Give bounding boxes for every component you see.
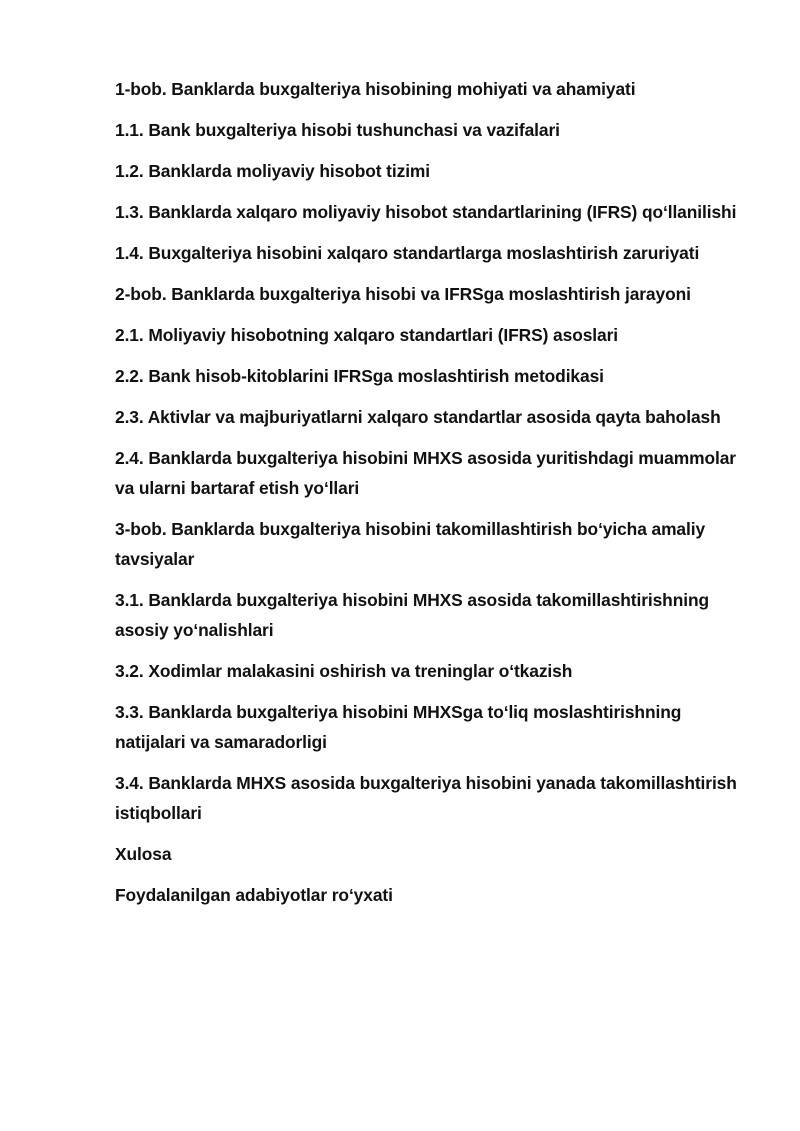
section-2-4: 2.4. Banklarda buxgalteriya hisobini MHXS asosida yuritishdagi muammolar va ularni bartaraf etish yoʻllari: [115, 448, 736, 498]
section-1-4: 1.4. Buxgalteriya hisobini xalqaro standartlarga moslashtirish zaruriyati: [115, 243, 700, 263]
chapter-3-heading: 3-bob. Banklarda buxgalteriya hisobini takomillashtirish boʻyicha amaliy tavsiyalar: [115, 519, 706, 569]
section-3-1: 3.1. Banklarda buxgalteriya hisobini MHXS asosida takomillashtirishning asosiy yoʻnalishlari: [115, 590, 710, 640]
section-3-4: 3.4. Banklarda MHXS asosida buxgalteriya hisobini yanada takomillashtirish istiqbollari: [115, 773, 737, 823]
section-1-1: 1.1. Bank buxgalteriya hisobi tushunchasi va vazifalari: [115, 120, 560, 140]
section-1-2: 1.2. Banklarda moliyaviy hisobot tizimi: [115, 161, 431, 181]
chapter-2-heading: 2-bob. Banklarda buxgalteriya hisobi va IFRSga moslashtirish jarayoni: [115, 284, 691, 304]
table-of-contents: [115, 74, 740, 921]
section-2-1: 2.1. Moliyaviy hisobotning xalqaro standartlari (IFRS) asoslari: [115, 325, 618, 345]
section-3-3: 3.3. Banklarda buxgalteriya hisobini MHXSga toʻliq moslashtirishning natijalari va samaradorligi: [115, 702, 682, 752]
conclusion-heading: Xulosa: [115, 844, 172, 864]
section-1-3: 1.3. Banklarda xalqaro moliyaviy hisobot standartlarining (IFRS) qoʻllanilishi: [115, 202, 737, 222]
references-heading: Foydalanilgan adabiyotlar roʻyxati: [115, 885, 393, 905]
section-2-3: 2.3. Aktivlar va majburiyatlarni xalqaro standartlar asosida qayta baholash: [115, 407, 721, 427]
chapter-1-heading: 1-bob. Banklarda buxgalteriya hisobining mohiyati va ahamiyati: [115, 79, 636, 99]
section-2-2: 2.2. Bank hisob-kitoblarini IFRSga moslashtirish metodikasi: [115, 366, 604, 386]
section-3-2: 3.2. Xodimlar malakasini oshirish va treninglar oʻtkazish: [115, 661, 573, 681]
